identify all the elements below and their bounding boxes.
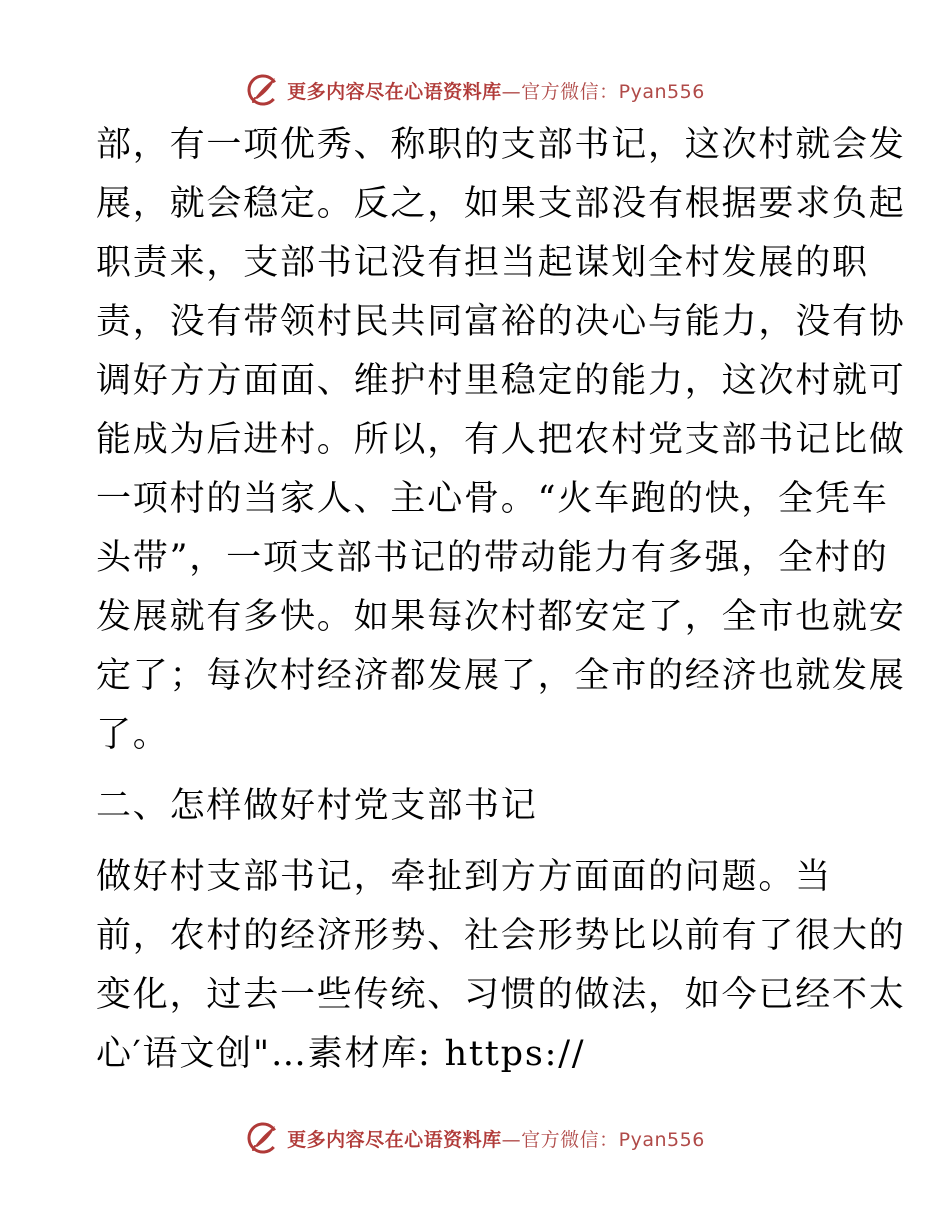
- quill-logo-icon: [245, 1120, 281, 1156]
- footer-banner-title: 更多内容尽在心语资料库: [287, 1128, 502, 1151]
- text-line: 能成为后进村。所以，有人把农村党支部书记比做: [96, 420, 906, 460]
- text-line: 做好村支部书记，牵扯到方方面面的问题。当: [96, 857, 833, 897]
- footer-banner-text: [287, 1125, 705, 1152]
- paragraph-spacer: [96, 836, 856, 848]
- paragraph-spacer: [96, 765, 856, 777]
- footer-banner: [0, 1118, 950, 1158]
- header-banner-text: [287, 77, 705, 104]
- document-body: [96, 116, 906, 1084]
- header-banner-inner: [245, 72, 705, 108]
- header-banner-title: 更多内容尽在心语资料库: [287, 80, 502, 103]
- header-banner: [0, 70, 950, 110]
- text-line: 一项村的当家人、主心骨。“火车跑的快，全凭车: [96, 479, 889, 519]
- section-heading: 二、怎样做好村党支部书记: [96, 786, 538, 826]
- paragraph-2: [96, 848, 906, 1084]
- text-line: 变化，过去一些传统、习惯的做法，如今已经不太: [96, 975, 906, 1015]
- quill-logo-icon: [245, 72, 281, 108]
- footer-banner-inner: [245, 1120, 705, 1156]
- header-banner-wechat: —官方微信：Pyan556: [501, 80, 705, 103]
- text-line: 发展就有多快。如果每次村都安定了，全市也就安: [96, 597, 906, 637]
- footer-banner-wechat: —官方微信：Pyan556: [501, 1128, 705, 1151]
- text-line: 职责来，支部书记没有担当起谋划全村发展的职: [96, 243, 869, 283]
- text-line: 调好方方面面、维护村里稳定的能力，这次村就可: [96, 361, 906, 401]
- text-line: 定了；每次村经济都发展了，全市的经济也就发展: [96, 656, 906, 696]
- text-line: 前，农村的经济形势、社会形势比以前有了很大的: [96, 916, 906, 956]
- text-line: 展，就会稳定。反之，如果支部没有根据要求负起: [96, 184, 906, 224]
- text-line: 心′语文创"…素材库: https://: [96, 1034, 586, 1074]
- paragraph-1: [96, 116, 906, 765]
- text-line: 头带”，一项支部书记的带动能力有多强，全村的: [96, 538, 889, 578]
- text-line: 部，有一项优秀、称职的支部书记，这次村就会发: [96, 125, 906, 165]
- text-line: 了。: [96, 715, 170, 755]
- text-line: 责，没有带领村民共同富裕的决心与能力，没有协: [96, 302, 906, 342]
